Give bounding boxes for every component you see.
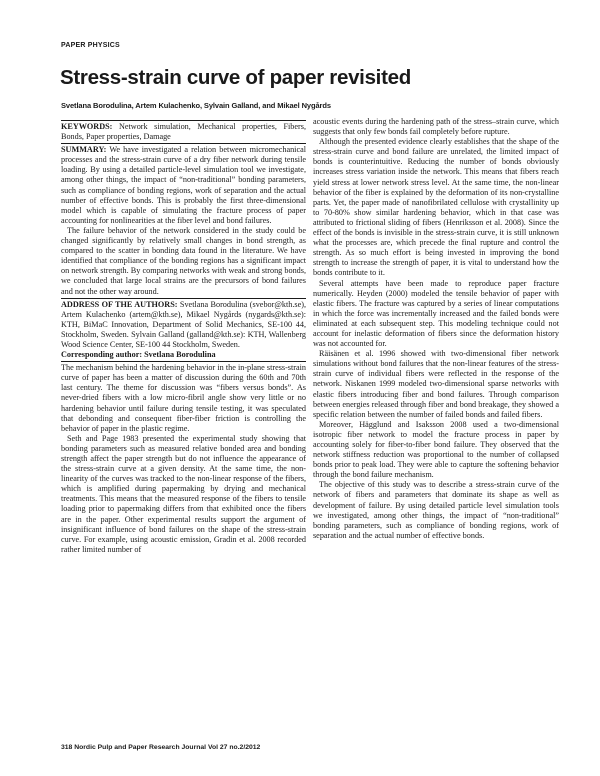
keywords-label: KEYWORDS: — [61, 122, 113, 131]
corresponding-author: Corresponding author: Svetlana Borodulina — [61, 350, 216, 360]
keywords-paragraph — [61, 122, 306, 142]
body-paragraph: The mechanism behind the hardening behavior in the in-plane stress-strain curve of paper has been a matter of discussion during the 60th and 70th last century. The theme for discussion was “fibers versus bonds”. As never-dried fibers with a low micro-fibril angle show very little or no hardening behavior until failure during tensile testing, it was speculated that debonding and consequent fiber-fiber friction is controlling the behavior of paper in the plastic regime. — [61, 363, 306, 433]
right-column — [313, 117, 559, 541]
page-footer: 318 Nordic Pulp and Paper Research Journal Vol 27 no.2/2012 — [61, 744, 261, 751]
body-paragraph: Moreover, Hägglund and Isaksson 2008 used a two-dimensional isotropic fiber network to model the fracture process in paper by accounting solely for fiber-to-fiber bond failure. They observed that the network stiffness reduction was proportional to the number of collapsed bonds prior to peak load. They were able to capture the softening behavior through the bond failure mechanism. — [313, 419, 559, 480]
summary-paragraph-2: The failure behavior of the network considered in the study could be changed significantly by relatively small changes in bond strength, as compared to the scatter in bonding data found in the literature. We have identified that compliance of the bonding regions has a significant impact on network strength. By comparing networks with weak and strong bonds, we concluded that large local strains are the precursors of bond failures and not the other way around. — [61, 225, 306, 296]
summary-text: We have investigated a relation between micromechanical processes and the stress-strain curve of a dry fiber network during tensile loading. By using a detailed particle-level simulation tool we investigate, among other things, the impact of “non-traditional” bonding parameters, such as compliance of bonding regions, work of separation and the actual number of effective bonds. This is probably the first three-dimensional model which is capable of simulating the fracture process of paper accounting for nonlinearities at the fiber level and bond failures. — [61, 145, 306, 225]
left-column — [61, 119, 306, 555]
body-paragraph: Several attempts have been made to reproduce paper fracture numerically. Heyden (2000) modeled the tensile behavior of paper with elastic fibers. The fracture was captured by a series of linear computations in which the force was incrementally increased and the failed bonds were eliminated at each subsequent step. This modeling technique could not account for inelastic deformation of fibers since the deformation history was not accounted for. — [313, 278, 559, 349]
summary-label: SUMMARY: — [61, 145, 107, 155]
author-list: Svetlana Borodulina, Artem Kulachenko, Sylvain Galland, and Mikael Nygårds — [61, 101, 331, 110]
paper-title: Stress-strain curve of paper revisited — [60, 66, 411, 89]
body-paragraph: Seth and Page 1983 presented the experimental study showing that bonding parameters such as measured relative bonded area and bonding strength affect the paper strength but do not influence the appearance of the stress-strain curve at a given density. At the same time, the non-linearity of the curves was tracked to the non-linear response of the fibers, which is amplified during papermaking by drying and mechanical treatments. This means that the measured response of the fibers to tensile loading prior to papermaking differs from that exhibited once the fibers are in the paper. Other experimental results support the argument of insignificant influence of bond failures on the shape of the stress-strain curve. For example, using acoustic emission, Gradin et al. 2008 recorded rather limited number of — [61, 433, 306, 554]
body-paragraph: The objective of this study was to describe a stress-strain curve of the network of fibers and parameters that dominate its shape as well as development of failure. By using detailed particle level simulation tools we investigated, among other things, the impact of “non-traditional” bonding parameters, such as compliance of bonding regions, work of separation and the actual number of effective bonds. — [313, 480, 559, 540]
divider — [61, 120, 306, 121]
divider — [61, 361, 306, 362]
address-paragraph — [61, 300, 306, 350]
summary-paragraph — [61, 145, 306, 226]
divider — [61, 298, 306, 299]
body-paragraph: acoustic events during the hardening path of the stress–strain curve, which suggests that only few bonds fail completely before rupture. — [313, 117, 559, 137]
address-text: Svetlana Borodulina (svebor@kth.se), Artem Kulachenko (artem@kth.se), Mikael Nygårds (nygards@kth.se): KTH, BiMaC Innovation, Department of Solid Mechanics, SE-100 44, Stockholm, Sweden. Sylvain Galland (galland@kth.se): KTH, Wallenberg Wood Science Center, SE-100 44 Stockholm, Sweden. — [61, 299, 306, 349]
body-paragraph: Although the presented evidence clearly establishes that the shape of the stress-strain curve and bond failure are unrelated, the limited impact of bonds is counterintuitive. Reducing the number of bonds obviously increases stress variation inside the network. This means that fibers reach yield stress at lower network stress level. At the same time, the non-linear behavior of the fiber is explained by the deformation of its non-crystalline parts. Yet, the paper made of nanofibrilated cellulose with crystallinity up to 70-80% show similar hardening behavior, which in that case was attributed to frictional sliding of fibers (Henriksson et al. 2008). Since the effect of the bonds is invisible in the stress-strain curve, it is still unknown what the processes are, which precede the final rupture and control the strength. As so much effort is being invested in improving the bond strength to increase the strength of paper, it is vital to understand how the bonds contribute to it. — [313, 137, 559, 278]
keywords-text: Network simulation, Mechanical properties, Fibers, Bonds, Paper properties, Damage — [61, 122, 306, 142]
divider — [61, 143, 306, 144]
body-paragraph: Räisänen et al. 1996 showed with two-dimensional fiber network simulations without bond failures that the non-linear features of the stress-strain curve of individual fibers were reflected in the response of the network. Niskanen 1999 modeled two-dimensional sparse networks with elastic fibers introducing fiber and bond failures. Through comparison between energies released through fiber and bond breakage, they showed a specific relation between the number of failed bonds and failed fibers. — [313, 349, 559, 419]
address-label: ADDRESS OF THE AUTHORS: — [61, 299, 178, 309]
section-label: PAPER PHYSICS — [61, 42, 120, 49]
